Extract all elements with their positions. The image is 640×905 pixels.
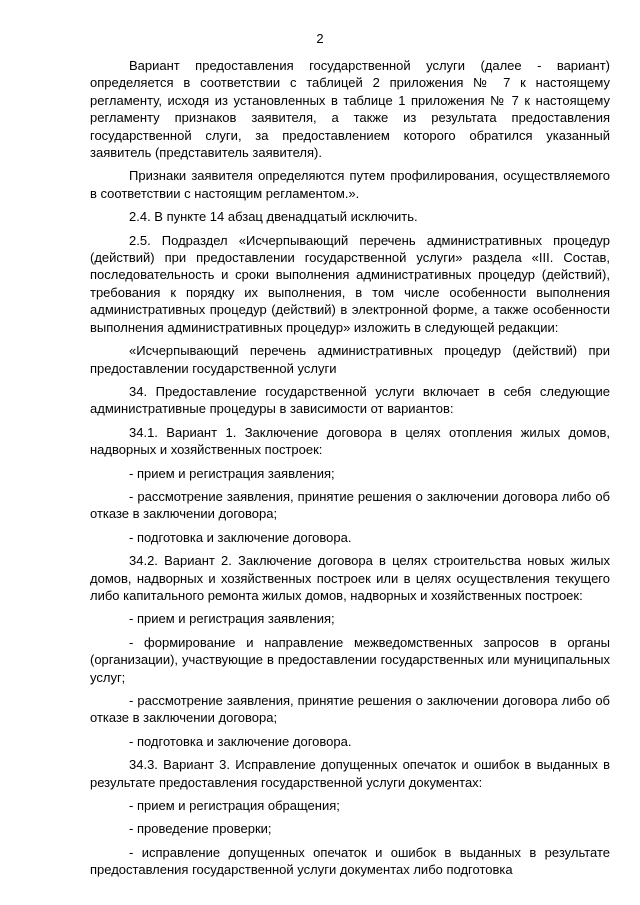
list-item: - прием и регистрация заявления; xyxy=(129,465,335,481)
list-item: - формирование и направление межведомственных запросов в органы (организации), участвующие в предоставлении государственных или муниципальных услуг; xyxy=(90,634,610,685)
paragraph-applicant-attributes: Признаки заявителя определяются путем профилирования, осуществляемого в соответствии с настоящим регламентом.». xyxy=(90,168,610,201)
paragraph-2-4: 2.4. В пункте 14 абзац двенадцатый исключить. xyxy=(129,209,418,225)
list-item: - прием и регистрация обращения; xyxy=(129,798,340,814)
paragraph-34-2: 34.2. Вариант 2. Заключение договора в целях строительства новых жилых домов, надворных и хозяйственных построек или в целях осуществления текущего либо капитального ремонта жилых домов, надворных и хозяйственных построек: xyxy=(90,553,610,603)
list-item: - прием и регистрация заявления; xyxy=(129,611,335,627)
list-item: - исправление допущенных опечаток и ошибок в выданных в результате предоставления государственной услуги документах либо подготовка xyxy=(90,844,610,878)
paragraph-34-1: 34.1. Вариант 1. Заключение договора в целях отопления жилых домов, надворных и хозяйственных построек: xyxy=(90,424,610,458)
list-item: - подготовка и заключение договора. xyxy=(129,529,352,545)
document-body xyxy=(90,57,610,879)
list-item: - рассмотрение заявления, принятие решения о заключении договора либо об отказе в заключении договора; xyxy=(90,488,610,522)
paragraph-variant-definition: Вариант предоставления государственной услуги (далее - вариант) определяется в соответствии с таблицей 2 приложения № 7 к настоящему регламенту, исходя из установленных в таблице 1 приложения № 7 к настоящему регламенту признаков заявителя, а также из результата предоставления государственной слуги, за предоставлением которого обратился указанный заявитель (представитель заявителя). xyxy=(90,58,610,161)
list-item: - подготовка и заключение договора. xyxy=(129,733,352,749)
list-item: - рассмотрение заявления, принятие решения о заключении договора либо об отказе в заключении договора; xyxy=(90,693,610,726)
paragraph-2-5: 2.5. Подраздел «Исчерпывающий перечень административных процедур (действий) при предоставлении государственной услуги» раздела «III. Состав, последовательность и сроки выполнения административных процедур (действий), требования к порядку их выполнения, в том числе особенности выполнения административных процедур (действий) в электронной форме, а также особенности выполнения административных процедур» изложить в следующей редакции: xyxy=(90,232,610,335)
paragraph-34: 34. Предоставление государственной услуги включает в себя следующие административные процедуры в зависимости от вариантов: xyxy=(90,383,610,417)
paragraph-subsection-title: «Исчерпывающий перечень административных процедур (действий) при предоставлении государственной услуги xyxy=(90,343,610,376)
paragraph-34-3: 34.3. Вариант 3. Исправление допущенных опечаток и ошибок в выданных в результате предоставления государственной услуги документах: xyxy=(90,757,610,790)
list-item: - проведение проверки; xyxy=(129,821,272,837)
page-number: 2 xyxy=(316,31,324,46)
